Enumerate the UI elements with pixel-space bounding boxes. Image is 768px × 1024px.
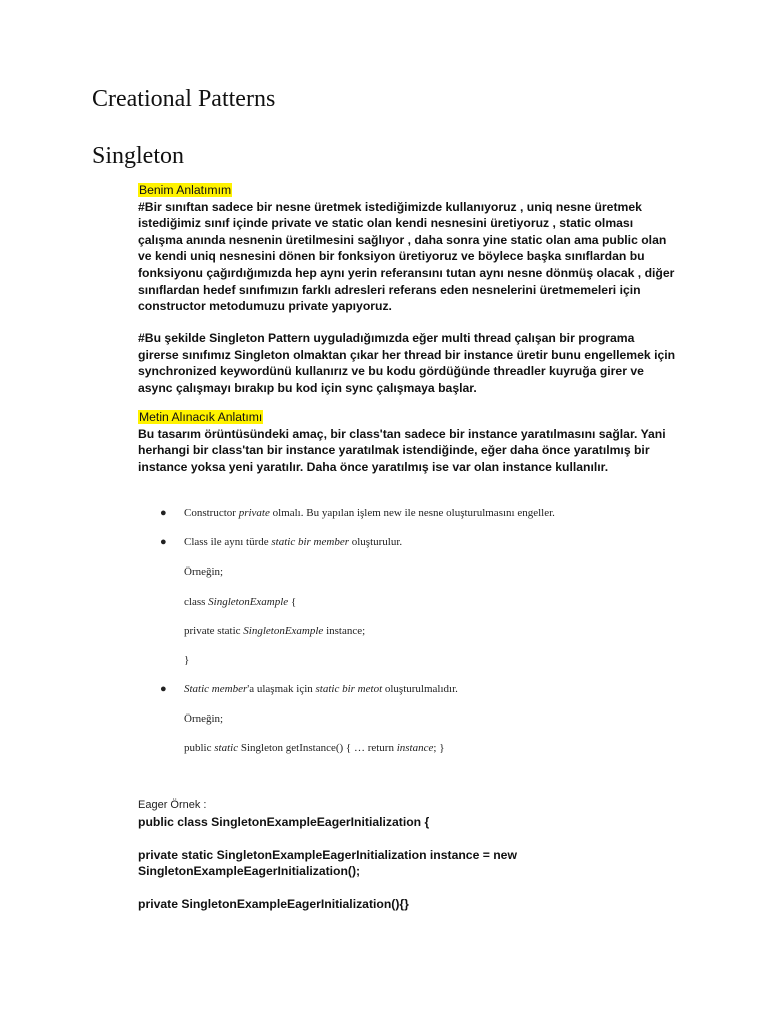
document-page: Creational Patterns Singleton Benim Anlatımım #Bir sınıftan sadece bir nesne üretmek istediğimizde kullanıyoruz , uniq nesne üretmek istediğimiz sınıf içinde private ve static olan kendi nesnesini üretiyoruz , static olması çalışma anında nesnenin üretilmesini sağlıyor , daha sonra yine static olan ama public olan ve kendi uniq nesnesini dönen bir fonksiyon üretiyoruz ve böylece başka sınıflardan bu fonksiyonu çağırdığımızda hep aynı yerin referansını tutan aynı nesne dönmüş olacak , diğer sınıflardan hedef sınıfımızın farklı adresleri referans eden nesnelerini üretmemeleri için constructor metodumuzu private yapıyoruz. #Bu şekilde Singleton Pattern uyguladığımızda eğer multi thread çalışan bir programa girerse sınıfımız Singleton olmaktan çıkar her thread bir instance üretir bunu engellemek için synchronized keywordünü kullanırız ve bu kodu gördüğünde threadler kuyruğa girer ve async çalışmayı bırakıp bu kod için sync çalışmaya başlar. Metin Alınacık Anlatımı Bu tasarım örüntüsündeki amaç, bir class'tan sadece bir instance yaratılmasını sağlar. Yani herhangi bir class'tan bir instance yaratılmak istendiğinde, eğer daha önce yaratılmış bir instance yoksa yeni yaratılır. Daha önce yaratılmış ise var olan instance kullanılır. ● Constructor private olmalı. Bu yapılan işlem new ile nesne oluşturulmasını engeller. ● Class ile aynı türde static bir member oluşturulur. Örneğin; class SingletonExample { private static SingletonExample instance; } ● Static member'a ulaşmak için static bir metot oluşturulmalıdır. Örneğin; public static Singleton getInstance() { … return instance; } Eager Örnek : public class SingletonExampleEagerInitialization { private static SingletonExampleEagerInitialization instance = new SingletonExampleEagerInitialization(); private SingletonExampleEagerInitialization(){} [0, 0, 768, 1024]
bullet-text: Class ile aynı türde static bir member oluşturulur. [184, 536, 403, 548]
highlight-label-quoted: Metin Alınacık Anlatımı [139, 410, 263, 424]
page-title: Creational Patterns [92, 86, 276, 112]
paragraph-1: #Bir sınıftan sadece bir nesne üretmek istediğimizde kullanıyoruz , uniq nesne üretmek istediğimiz sınıf içinde private ve static olan kendi nesnesini üretiyoruz , static olması çalışma anında nesnenin üretilmesini sağlıyor , daha sonra yine static olan ama public olan ve kendi uniq nesnesini dönen bir fonksiyon üretiyoruz ve böylece başka sınıflardan bu fonksiyonu çağırdığımızda hep aynı yerin referansını tutan aynı nesne dönmüş olacak , diğer sınıflardan hedef sınıfımızın farklı adresleri referans eden nesnelerini üretmemeleri için constructor metodumuzu private yapıyoruz. [138, 199, 675, 314]
paragraph-2: #Bu şekilde Singleton Pattern uyguladığımızda eğer multi thread çalışan bir programa girerse sınıfımız Singleton olmaktan çıkar her thread bir instance üretir bunu engellemek için synchronized keywordünü kullanırız ve bu kodu gördüğünde threadler kuyruğa girer ve async çalışmayı bırakıp bu kod için sync çalışmaya başlar. [138, 331, 676, 395]
eager-example-label: Eager Örnek : [138, 799, 207, 811]
bullet-icon: ● [160, 683, 167, 695]
code-line: public class SingletonExampleEagerInitialization { [138, 815, 430, 829]
highlight-label-my-explanation: Benim Anlatımım [139, 183, 232, 197]
code-line: private static SingletonExampleEagerInitialization instance = new [138, 848, 517, 862]
bullet-text: Static member'a ulaşmak için static bir metot oluşturulmalıdır. [184, 683, 458, 695]
section-my-explanation [138, 182, 678, 315]
code-line: SingletonExampleEagerInitialization(); [138, 864, 361, 878]
section-heading: Singleton [92, 143, 185, 169]
bullet-icon: ● [160, 536, 167, 548]
section-quoted-explanation [138, 409, 678, 475]
code-line: private SingletonExampleEagerInitialization(){} [138, 897, 409, 911]
bullet-icon: ● [160, 507, 167, 519]
bullet-text: Constructor private olmalı. Bu yapılan işlem new ile nesne oluşturulmasını engeller. [184, 507, 555, 519]
paragraph-3: Bu tasarım örüntüsündeki amaç, bir class'tan sadece bir instance yaratılmasını sağlar. Yani herhangi bir class'tan bir instance yaratılmak istendiğinde, eğer daha önce yaratılmış bir instance yoksa yeni yaratılır. Daha önce yaratılmış ise var olan instance kullanılır. [138, 426, 666, 474]
